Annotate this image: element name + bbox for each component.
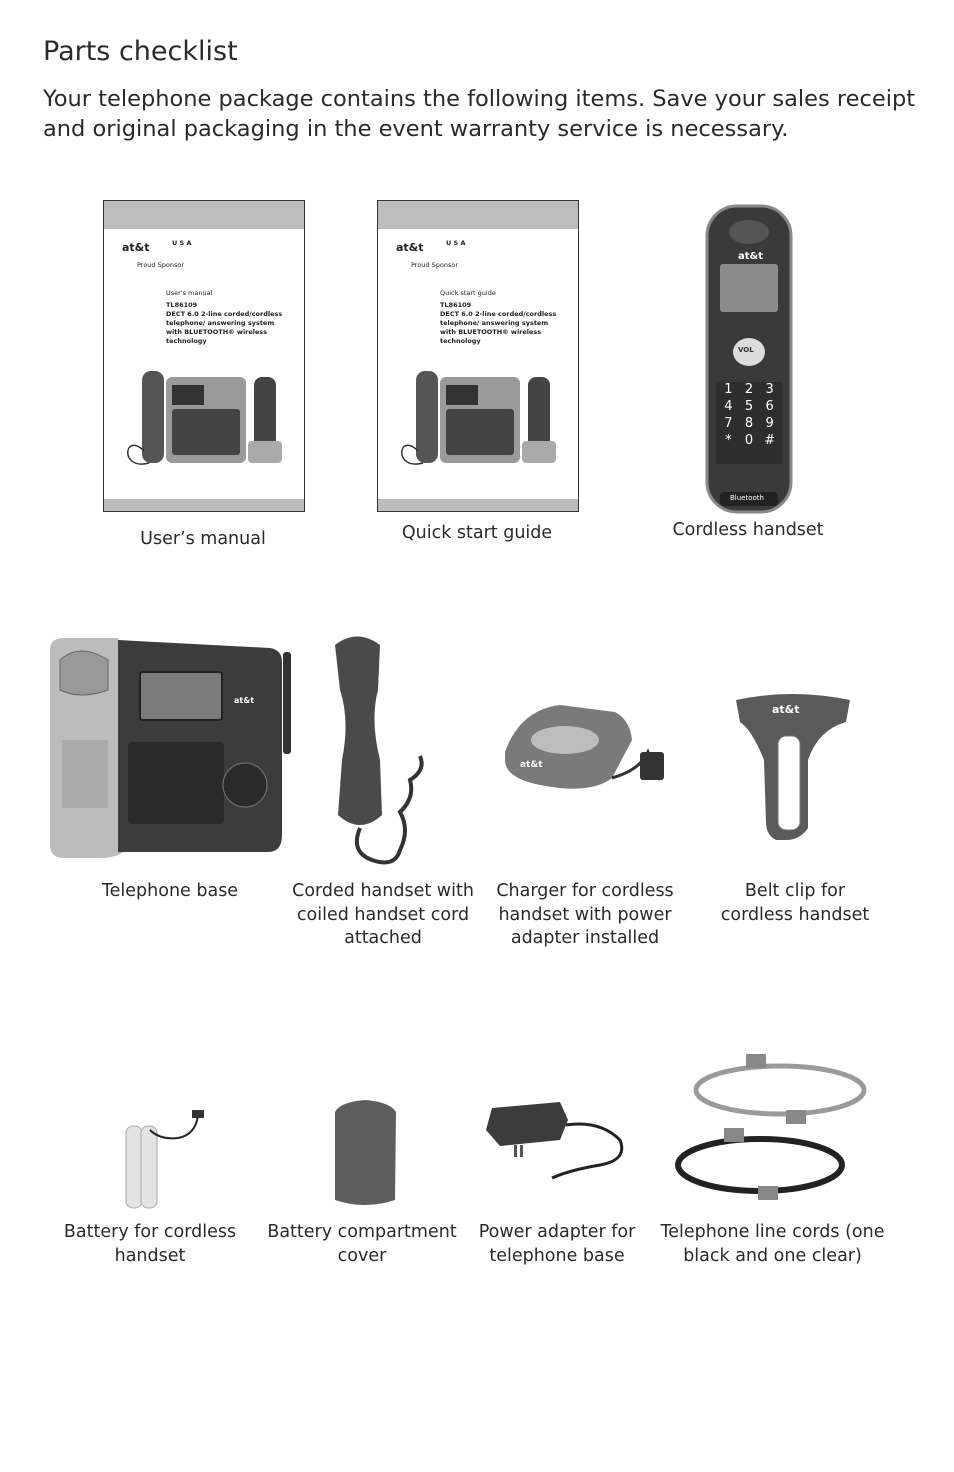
intro-paragraph: Your telephone package contains the following items. Save your sales receipt and original packaging in the event warranty service is necessary.	[43, 86, 916, 142]
key: *	[725, 433, 732, 448]
vol-key-label: VOL	[738, 346, 754, 354]
key: 5	[744, 399, 754, 414]
base-brand: at&t	[234, 696, 255, 705]
model-number: TL86109	[440, 301, 472, 309]
clip-brand: at&t	[772, 703, 800, 716]
charger-brand: at&t	[520, 760, 543, 770]
key: 3	[765, 382, 774, 397]
sponsor-text: Proud Sponsor	[137, 261, 185, 269]
battery-cover-image	[335, 1100, 396, 1205]
key: 1	[724, 382, 733, 397]
caption-battery: Battery for cordless handset	[63, 1222, 237, 1266]
model-number: TL86109	[166, 301, 198, 309]
key: 0	[744, 433, 754, 448]
key: 2	[744, 382, 754, 397]
model-description: DECT 6.0 2-line corded/cordless telephone/ answering system with BLUETOOTH® wireless technology	[166, 310, 283, 345]
olympic-logo: U S A	[172, 239, 192, 247]
caption-telephone-base: Telephone base	[101, 881, 239, 901]
key: #	[764, 433, 776, 448]
att-logo: at&t	[122, 241, 150, 254]
doc-type: Quick start guide	[440, 289, 496, 297]
caption-users-manual: User’s manual	[140, 529, 266, 549]
bluetooth-label: Bluetooth	[730, 494, 764, 502]
model-description: DECT 6.0 2-line corded/cordless telephone/ answering system with BLUETOOTH® wireless technology	[440, 310, 557, 345]
caption-battery-cover: Battery compartment cover	[267, 1222, 457, 1266]
key: 9	[765, 416, 774, 431]
key: 4	[724, 399, 733, 414]
power-adapter-image	[486, 1102, 622, 1178]
page-title: Parts checklist	[43, 36, 238, 67]
key: 8	[744, 416, 754, 431]
caption-cordless-handset: Cordless handset	[672, 520, 824, 540]
caption-power-adapter: Power adapter for telephone base	[478, 1222, 636, 1266]
olympic-logo: U S A	[446, 239, 466, 247]
line-cords-image	[678, 1054, 864, 1200]
caption-line-cords: Telephone line cords (one black and one clear)	[660, 1222, 885, 1266]
caption-belt-clip: Belt clip for cordless handset	[720, 881, 870, 925]
caption-corded-handset: Corded handset with coiled handset cord attached	[292, 881, 474, 948]
att-logo: at&t	[396, 241, 424, 254]
key: 6	[765, 399, 774, 414]
key: 7	[724, 416, 733, 431]
caption-charger: Charger for cordless handset with power adapter installed	[496, 881, 674, 948]
caption-quick-start-guide: Quick start guide	[401, 523, 553, 543]
sponsor-text: Proud Sponsor	[411, 261, 459, 269]
handset-brand: at&t	[738, 251, 764, 262]
battery-image	[126, 1110, 204, 1208]
doc-type: User's manual	[166, 289, 213, 297]
